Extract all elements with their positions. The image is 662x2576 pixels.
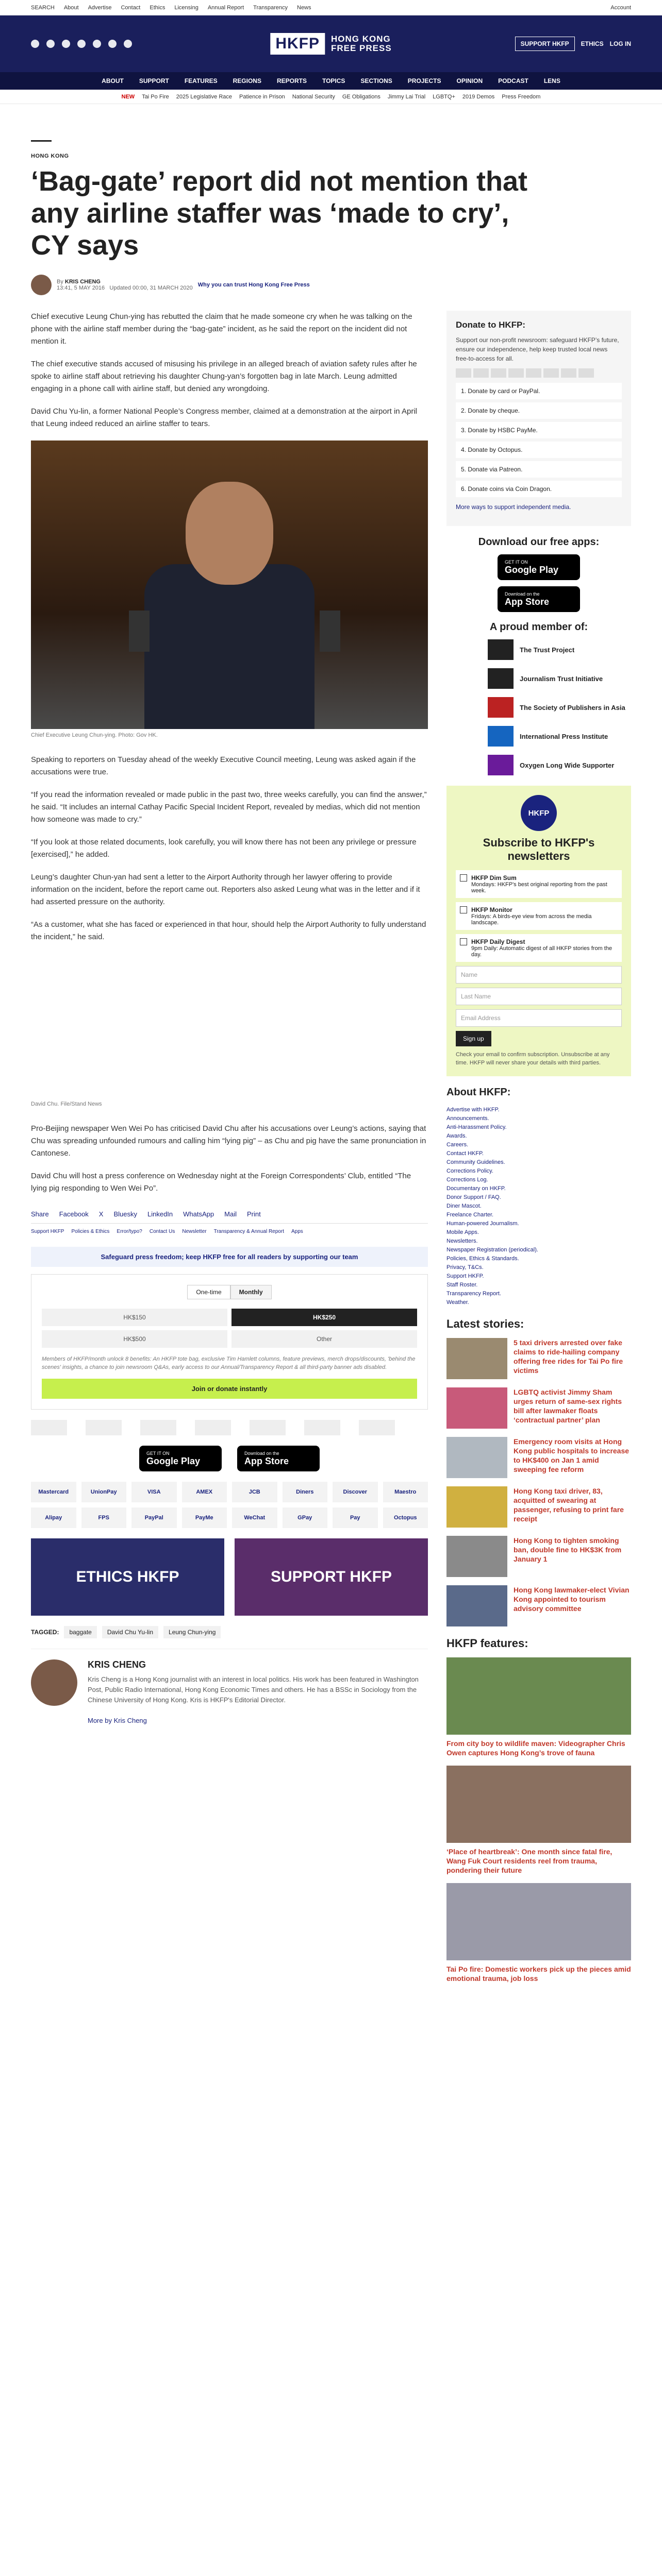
author-info <box>88 1659 428 1736</box>
paragraph: Pro-Beijing newspaper Wen Wei Po has criticised David Chu after his accusations over Leung’s actions, saying that Chu was spreading unfounded rumours and calling him “lying pig” – as Chu and pig have the same pronunciation in Cantonese. <box>31 1124 426 1158</box>
author-name[interactable]: KRIS CHENG <box>64 279 101 285</box>
nav-item[interactable]: TOPICS <box>322 77 345 84</box>
newsletter-desc: 9pm Daily: Automatic digest of all HKFP stories from the day. <box>471 945 613 958</box>
nav-item[interactable]: SUPPORT <box>139 77 169 84</box>
payment-logo: VISA <box>131 1482 177 1502</box>
trending-item[interactable]: Press Freedom <box>502 93 541 100</box>
tab-one-time[interactable]: One-time <box>187 1285 230 1299</box>
about-link[interactable]: Mobile Apps. <box>446 1229 479 1235</box>
about-link[interactable]: Careers. <box>446 1142 469 1148</box>
about-link[interactable]: Newsletters. <box>446 1238 478 1244</box>
nav-item[interactable]: OPINION <box>456 77 483 84</box>
story-thumbnail <box>446 1437 507 1478</box>
payment-logo: Discover <box>333 1482 378 1502</box>
email-field[interactable]: Email Address <box>456 1009 622 1027</box>
more-by-author-link[interactable]: More by Kris Cheng <box>88 1717 147 1724</box>
facebook-icon[interactable] <box>31 40 39 48</box>
member-name: Oxygen Long Wide Supporter <box>520 761 615 769</box>
donate-option[interactable]: 6. Donate coins via Coin Dragon. <box>456 481 622 497</box>
payment-logo: Diners <box>283 1482 328 1502</box>
story-thumbnail <box>446 1486 507 1528</box>
ipi-icon <box>488 726 514 747</box>
member-name: International Press Institute <box>520 732 608 740</box>
store-name: Google Play <box>146 1455 201 1466</box>
paragraph: “As a customer, what she has faced or experienced in that hour, should help the Airport Authority to fully understand the incident,” he said. <box>31 920 426 941</box>
payment-logo: Maestro <box>383 1482 428 1502</box>
share-label: Share <box>31 1210 49 1218</box>
story-item[interactable] <box>446 1585 631 1626</box>
member-item[interactable] <box>446 639 631 660</box>
story-item[interactable] <box>446 1536 631 1577</box>
payment-logo: Alipay <box>31 1507 76 1528</box>
app-store-buttons <box>31 1446 428 1471</box>
two-columns <box>31 311 631 1991</box>
support-link[interactable]: Support HKFP <box>31 1229 64 1234</box>
advertise-link[interactable]: Advertise <box>88 4 112 11</box>
divider <box>31 140 52 142</box>
member-logo[interactable] <box>359 1420 395 1435</box>
story-item[interactable] <box>446 1338 631 1379</box>
about-link[interactable]: Corrections Log. <box>446 1177 488 1183</box>
photo-subject-face <box>186 482 273 585</box>
top-utility-bar <box>0 0 662 15</box>
about-link[interactable]: Privacy, T&Cs. <box>446 1264 484 1270</box>
story-title: Emergency room visits at Hong Kong public hospitals to increase to HK$400 on Jan 1 amid sweeping fee reform <box>514 1437 630 1473</box>
header-actions <box>515 37 631 51</box>
checkbox[interactable] <box>460 906 467 913</box>
amount-option[interactable]: HK$150 <box>42 1309 227 1326</box>
card-logos <box>456 368 622 378</box>
latest-title: Latest stories: <box>446 1317 524 1330</box>
story-thumbnail <box>446 1585 507 1626</box>
features-section <box>446 1637 631 1983</box>
paragraph: Speaking to reporters on Tuesday ahead of the weekly Executive Council meeting, Leung was asked again if the accusations were true. <box>31 755 416 776</box>
newsletter-title: Subscribe to HKFP's newsletters <box>483 836 595 862</box>
nav-item[interactable]: SECTIONS <box>360 77 392 84</box>
support-link[interactable]: Newsletter <box>182 1229 207 1234</box>
support-links <box>31 1224 428 1240</box>
photo-caption: Chief Executive Leung Chun-ying. Photo: Gov HK. <box>31 732 158 738</box>
donate-title: Donate to HKFP: <box>456 320 526 330</box>
about-link[interactable]: Corrections Policy. <box>446 1168 493 1174</box>
member-logo[interactable] <box>140 1420 176 1435</box>
trending-item[interactable]: 2019 Demos <box>462 93 495 100</box>
last-name-field[interactable]: Last Name <box>456 988 622 1005</box>
nav-item[interactable]: LENS <box>543 77 560 84</box>
author-box-name[interactable]: KRIS CHENG <box>88 1659 146 1670</box>
features-title: HKFP features: <box>446 1637 528 1650</box>
amount-option-selected[interactable]: HK$250 <box>231 1309 417 1326</box>
paragraph: Leung’s daughter Chun-yan had sent a letter to the Airport Authority through her lawyer offering to provide information on the incident, before the report came out. Reporters also asked Leung what was in the letter and if it had asserted pressure on the authority. <box>31 873 420 906</box>
telegram-icon[interactable] <box>124 40 132 48</box>
amount-option[interactable]: Other <box>231 1330 417 1348</box>
member-item[interactable] <box>446 668 631 689</box>
newsletter-desc: Mondays: HKFP's best original reporting from the past week. <box>471 882 607 894</box>
about-link[interactable]: Diner Mascot. <box>446 1203 482 1209</box>
article-body <box>31 311 428 1991</box>
member-name: The Trust Project <box>520 646 575 654</box>
feature-title: Tai Po fire: Domestic workers pick up the pieces amid emotional trauma, job loss <box>446 1965 631 1982</box>
donate-option[interactable]: 1. Donate by card or PayPal. <box>456 383 622 399</box>
tag[interactable]: David Chu Yu-lin <box>102 1626 158 1638</box>
story-thumbnail <box>446 1536 507 1577</box>
microphone <box>320 611 340 652</box>
about-link[interactable]: Newspaper Registration (periodical). <box>446 1247 538 1253</box>
apps-title: Download our free apps: <box>478 536 600 548</box>
about-links <box>446 1106 631 1307</box>
store-small: Download on the <box>244 1450 279 1456</box>
nav-item[interactable]: FEATURES <box>184 77 218 84</box>
news-link[interactable]: News <box>297 4 311 11</box>
main-nav <box>0 72 662 90</box>
instagram-icon[interactable] <box>62 40 70 48</box>
member-logos-row <box>31 1420 428 1435</box>
card-logo <box>578 368 594 378</box>
share-whatsapp[interactable]: WhatsApp <box>183 1210 214 1218</box>
more-ways-link[interactable]: More ways to support independent media. <box>456 503 571 511</box>
newsletter-name: HKFP Daily Digest <box>471 938 525 945</box>
login-link[interactable]: LOG IN <box>609 40 631 47</box>
trending-item[interactable]: National Security <box>292 93 335 100</box>
trust-project-icon <box>488 639 514 660</box>
support-link[interactable]: Policies & Ethics <box>71 1229 110 1234</box>
author-avatar[interactable] <box>31 275 52 295</box>
trending-item[interactable]: 2025 Legislative Race <box>176 93 233 100</box>
store-name: App Store <box>505 596 550 607</box>
tag-list <box>31 1626 428 1638</box>
annual-report-link[interactable]: Annual Report <box>207 4 244 11</box>
embedded-media[interactable] <box>31 954 428 1098</box>
about-link[interactable]: Advertise with HKFP. <box>446 1107 500 1113</box>
member-logo[interactable] <box>31 1420 67 1435</box>
trust-link[interactable]: Why you can trust Hong Kong Free Press <box>197 282 310 288</box>
about-link[interactable]: Human-powered Journalism. <box>446 1221 519 1227</box>
feature-title: From city boy to wildlife maven: Videographer Chris Owen captures Hong Kong’s trove of fauna <box>446 1739 625 1757</box>
newsletter-option[interactable] <box>456 934 622 962</box>
payment-logo: PayMe <box>182 1507 227 1528</box>
about-link[interactable]: Documentary on HKFP. <box>446 1185 506 1192</box>
media-caption: David Chu. File/Stand News <box>31 1101 102 1107</box>
social-icons <box>31 40 132 48</box>
account-link[interactable]: Account <box>610 4 631 11</box>
nav-item[interactable]: PROJECTS <box>407 77 441 84</box>
feature-title: ‘Place of heartbreak’: One month since fatal fire, Wang Fuk Court residents reel from trauma, pondering their future <box>446 1848 613 1874</box>
checkbox[interactable] <box>460 874 467 882</box>
support-link[interactable]: Contact Us <box>149 1229 175 1234</box>
newsletter-name: HKFP Dim Sum <box>471 874 517 882</box>
store-small: GET IT ON <box>505 559 528 565</box>
share-x[interactable]: X <box>98 1210 104 1218</box>
story-item[interactable] <box>446 1486 631 1528</box>
about-link[interactable]: Weather. <box>446 1299 469 1306</box>
site-header <box>0 15 662 72</box>
feature-image <box>446 1883 631 1960</box>
member-name: The Society of Publishers in Asia <box>520 703 625 711</box>
about-link[interactable]: Staff Roster. <box>446 1282 478 1288</box>
newsletter-option[interactable] <box>456 870 622 898</box>
amount-grid <box>42 1309 417 1348</box>
story-title: Hong Kong lawmaker-elect Vivian Kong appointed to tourism advisory committee <box>514 1586 630 1613</box>
trending-nav <box>0 90 662 104</box>
ethics-banner[interactable]: ETHICS HKFP <box>31 1538 224 1616</box>
about-link[interactable]: Freelance Charter. <box>446 1212 494 1218</box>
payment-logo: FPS <box>81 1507 127 1528</box>
payment-logo: JCB <box>232 1482 277 1502</box>
new-label: NEW <box>121 93 135 100</box>
feature-image <box>446 1657 631 1735</box>
story-title: 5 taxi drivers arrested over fake claims to ride-hailing company offering free rides for Tai Po fire victims <box>514 1338 623 1375</box>
card-logo <box>491 368 506 378</box>
payment-logo: WeChat <box>232 1507 277 1528</box>
author-box <box>31 1649 428 1736</box>
paragraph: The chief executive stands accused of misusing his privilege in an alleged breach of aviation safety rules after he spoke to airline staff about retrieving his daughter Chung-yan’s forgotten bag in late March. Leung admitted engaging in a phone call with airline staff, but denied any wrongdoing. <box>31 360 417 393</box>
youtube-icon[interactable] <box>93 40 101 48</box>
donate-option[interactable]: 5. Donate via Patreon. <box>456 461 622 478</box>
logo-mark: HKFP <box>270 33 325 55</box>
logo-line1: HONG KONG <box>330 34 391 44</box>
app-store-button[interactable] <box>498 586 580 612</box>
trending-item[interactable]: Patience in Prison <box>239 93 285 100</box>
member-logo[interactable] <box>195 1420 231 1435</box>
support-link[interactable]: Transparency & Annual Report <box>213 1229 284 1234</box>
app-store-button[interactable] <box>237 1446 320 1471</box>
hkfp-badge: HKFP <box>521 795 557 831</box>
card-logo <box>456 368 471 378</box>
transparency-link[interactable]: Transparency <box>253 4 288 11</box>
amount-option[interactable]: HK$500 <box>42 1330 227 1348</box>
about-link[interactable]: Contact HKFP. <box>446 1150 484 1157</box>
tag[interactable]: Leung Chun-ying <box>163 1626 221 1638</box>
payment-logo: UnionPay <box>81 1482 127 1502</box>
about-link[interactable]: Anti-Harassment Policy. <box>446 1124 507 1130</box>
signup-button[interactable]: Sign up <box>456 1031 491 1046</box>
about-link[interactable]: Transparency Report. <box>446 1291 501 1297</box>
story-item[interactable] <box>446 1437 631 1478</box>
nav-item[interactable]: ABOUT <box>102 77 124 84</box>
nav-item[interactable]: PODCAST <box>498 77 528 84</box>
card-logo <box>561 368 576 378</box>
about-section <box>446 1087 631 1307</box>
store-name: Google Play <box>505 564 559 575</box>
payment-logo: PayPal <box>131 1507 177 1528</box>
paragraph: “If you read the information revealed or made public in the past two, three weeks carefully, you can find the answer,” he said. “It includes an internal Cathay Pacific Special Incident Report, revealed by medias, which did not mention how someone was made to cry.” <box>31 790 427 824</box>
tags-label: TAGGED: <box>31 1629 59 1636</box>
article-photo <box>31 440 428 729</box>
about-link[interactable]: Policies, Ethics & Standards. <box>446 1256 519 1262</box>
search-link[interactable]: SEARCH <box>31 4 55 11</box>
name-field[interactable]: Name <box>456 966 622 984</box>
payment-logo: Octopus <box>383 1507 428 1528</box>
member-logo[interactable] <box>304 1420 340 1435</box>
linkedin-icon[interactable] <box>108 40 117 48</box>
card-logo <box>508 368 524 378</box>
share-mail[interactable]: Mail <box>224 1210 237 1218</box>
member-title: A proud member of: <box>489 621 588 633</box>
contact-link[interactable]: Contact <box>121 4 141 11</box>
payment-logo: Pay <box>333 1507 378 1528</box>
author-bio: Kris Cheng is a Hong Kong journalist with an interest in local politics. His work has been featured in Washington Post, Public Radio International, Hong Kong Economic Times and others. He has a BSSc in Sociology from the Chinese University of Hong Kong. Kris is HKFP's Editorial Director. <box>88 1675 419 1704</box>
donate-widget <box>31 1274 428 1410</box>
about-link[interactable]: Community Guidelines. <box>446 1159 505 1165</box>
card-logo <box>473 368 489 378</box>
about-link[interactable]: Support HKFP. <box>446 1273 484 1279</box>
donate-text: Support our non-profit newsroom: safeguard HKFP’s future, ensure our independence, help keep trusted local news free-to-access for all. <box>456 336 619 362</box>
payment-logo: Mastercard <box>31 1482 76 1502</box>
about-link[interactable]: About <box>63 4 79 11</box>
nav-item[interactable]: REGIONS <box>233 77 261 84</box>
store-name: App Store <box>244 1455 289 1466</box>
threads-icon[interactable] <box>77 40 86 48</box>
store-small: Download on the <box>505 591 540 597</box>
paragraph: David Chu will host a press conference on Wednesday night at the Foreign Correspondents’ Club, entitled “The lying pig responding to Wen Wei Po”. <box>31 1172 411 1193</box>
member-item[interactable] <box>446 755 631 775</box>
trending-item[interactable]: Tai Po Fire <box>142 93 169 100</box>
support-link[interactable]: Apps <box>291 1229 303 1234</box>
newsletter-name: HKFP Monitor <box>471 906 512 913</box>
author-avatar-large[interactable] <box>31 1659 77 1706</box>
photo-subject-body <box>144 564 315 729</box>
checkbox[interactable] <box>460 938 467 945</box>
member-logo[interactable] <box>86 1420 122 1435</box>
trending-item[interactable]: GE Obligations <box>342 93 380 100</box>
story-thumbnail <box>446 1387 507 1429</box>
donate-option[interactable]: 3. Donate by HSBC PayMe. <box>456 422 622 438</box>
feature-item[interactable] <box>446 1657 631 1757</box>
donate-option[interactable]: 2. Donate by cheque. <box>456 402 622 419</box>
share-facebook[interactable]: Facebook <box>59 1210 89 1218</box>
about-title: About HKFP: <box>446 1087 511 1098</box>
support-banner[interactable]: SUPPORT HKFP <box>235 1538 428 1616</box>
google-play-button[interactable] <box>498 554 580 580</box>
licensing-link[interactable]: Licensing <box>174 4 198 11</box>
payment-logo: GPay <box>283 1507 328 1528</box>
card-logo <box>526 368 541 378</box>
newsletter-card <box>446 786 631 1076</box>
about-link[interactable]: Awards. <box>446 1133 467 1139</box>
article-category[interactable]: HONG KONG <box>31 153 69 159</box>
member-logo[interactable] <box>250 1420 286 1435</box>
signup-note: Check your email to confirm subscription. Unsubscribe at any time. HKFP will never share your details with third parties. <box>456 1052 610 1066</box>
feature-item[interactable] <box>446 1766 631 1875</box>
store-small: GET IT ON <box>146 1450 170 1456</box>
oxygen-icon <box>488 755 514 775</box>
logo-text <box>331 35 392 53</box>
sopa-icon <box>488 697 514 718</box>
paragraph: “If you look at those related documents, look carefully, you will know there has not been any privilege or pressure [exercised],” he added. <box>31 838 417 859</box>
story-item[interactable] <box>446 1387 631 1429</box>
donate-tabs <box>42 1285 417 1299</box>
share-print[interactable]: Print <box>246 1210 261 1218</box>
site-logo[interactable] <box>270 33 391 55</box>
about-link[interactable]: Announcements. <box>446 1115 489 1122</box>
x-icon[interactable] <box>46 40 55 48</box>
newsletter-option[interactable] <box>456 902 622 930</box>
benefits-text: Members of HKFP/month unlock 8 benefits: An HKFP tote bag, exclusive Tim Hamlett columns, feature previews, merch drops/discounts, 'behind the scenes' insights, a chance to join newsroom Q&As, early access to our Annual/Transparency Report & all third-party banner ads disabled. <box>42 1356 416 1370</box>
promo-banners <box>31 1538 428 1616</box>
story-thumbnail <box>446 1338 507 1379</box>
newsletter-desc: Fridays: A birds-eye view from across the media landscape. <box>471 913 592 926</box>
story-title: LGBTQ activist Jimmy Sham urges return of same-sex rights bill after lawmaker floats ‘contractual partner’ plan <box>514 1388 622 1424</box>
tab-monthly[interactable]: Monthly <box>230 1285 272 1299</box>
ethics-link[interactable]: Ethics <box>150 4 166 11</box>
about-link[interactable]: Donor Support / FAQ. <box>446 1194 501 1200</box>
trending-item[interactable]: LGBTQ+ <box>433 93 455 100</box>
jti-icon <box>488 668 514 689</box>
latest-stories <box>446 1317 631 1626</box>
ethics-link-header[interactable]: ETHICS <box>581 40 604 47</box>
story-title: Hong Kong taxi driver, 83, acquitted of swearing at passenger, refusing to print fare receipt <box>514 1487 624 1523</box>
support-link[interactable]: Error/typo? <box>117 1229 142 1234</box>
donate-card <box>446 311 631 526</box>
article-title: ‘Bag-gate’ report did not mention that any airline staffer was ‘made to cry’, CY says <box>31 166 527 261</box>
logo-line2: FREE PRESS <box>330 43 392 53</box>
story-title: Hong Kong to tighten smoking ban, double fine to HK$3K from January 1 <box>514 1536 622 1563</box>
join-button[interactable]: Join or donate instantly <box>42 1379 417 1399</box>
google-play-button[interactable] <box>139 1446 222 1471</box>
member-name: Journalism Trust Initiative <box>520 674 603 683</box>
share-bar <box>31 1205 428 1224</box>
card-logo <box>543 368 559 378</box>
share-bluesky[interactable]: Bluesky <box>113 1210 137 1218</box>
sidebar-app-buttons <box>446 554 631 612</box>
feature-image <box>446 1766 631 1843</box>
paragraph: Chief executive Leung Chun-ying has rebutted the claim that he made someone cry when he was talking on the phone with the airline staff member during the “bag-gate” incident, as he said the report on the incident did not mention it. <box>31 312 412 346</box>
donate-option[interactable]: 4. Donate by Octopus. <box>456 442 622 458</box>
sidebar <box>446 311 631 1991</box>
feature-item[interactable] <box>446 1883 631 1983</box>
paragraph: David Chu Yu-lin, a former National People’s Congress member, claimed at a demonstration at the airport in April that Leung indeed reduced an airline staffer to tears. <box>31 407 417 428</box>
page-content <box>31 140 631 1991</box>
payment-methods <box>31 1482 428 1528</box>
updated-date: Updated 00:00, 31 MARCH 2020 <box>109 285 193 291</box>
trending-item[interactable]: Jimmy Lai Trial <box>387 93 426 100</box>
payment-logo: AMEX <box>182 1482 227 1502</box>
nav-item[interactable]: REPORTS <box>276 77 307 84</box>
byline-text: By KRIS CHENG 13:41, 5 MAY 2016 Updated 00:00, 31 MARCH 2020 <box>57 279 193 291</box>
support-button[interactable]: SUPPORT HKFP <box>515 37 575 51</box>
byline <box>31 275 631 295</box>
share-linkedin[interactable]: LinkedIn <box>147 1210 173 1218</box>
safeguard-banner[interactable]: Safeguard press freedom; keep HKFP free for all readers by supporting our team <box>31 1247 428 1267</box>
tag[interactable]: baggate <box>64 1626 96 1638</box>
member-item[interactable] <box>446 697 631 718</box>
publish-date: 13:41, 5 MAY 2016 <box>57 285 105 291</box>
member-item[interactable] <box>446 726 631 747</box>
microphone <box>129 611 150 652</box>
